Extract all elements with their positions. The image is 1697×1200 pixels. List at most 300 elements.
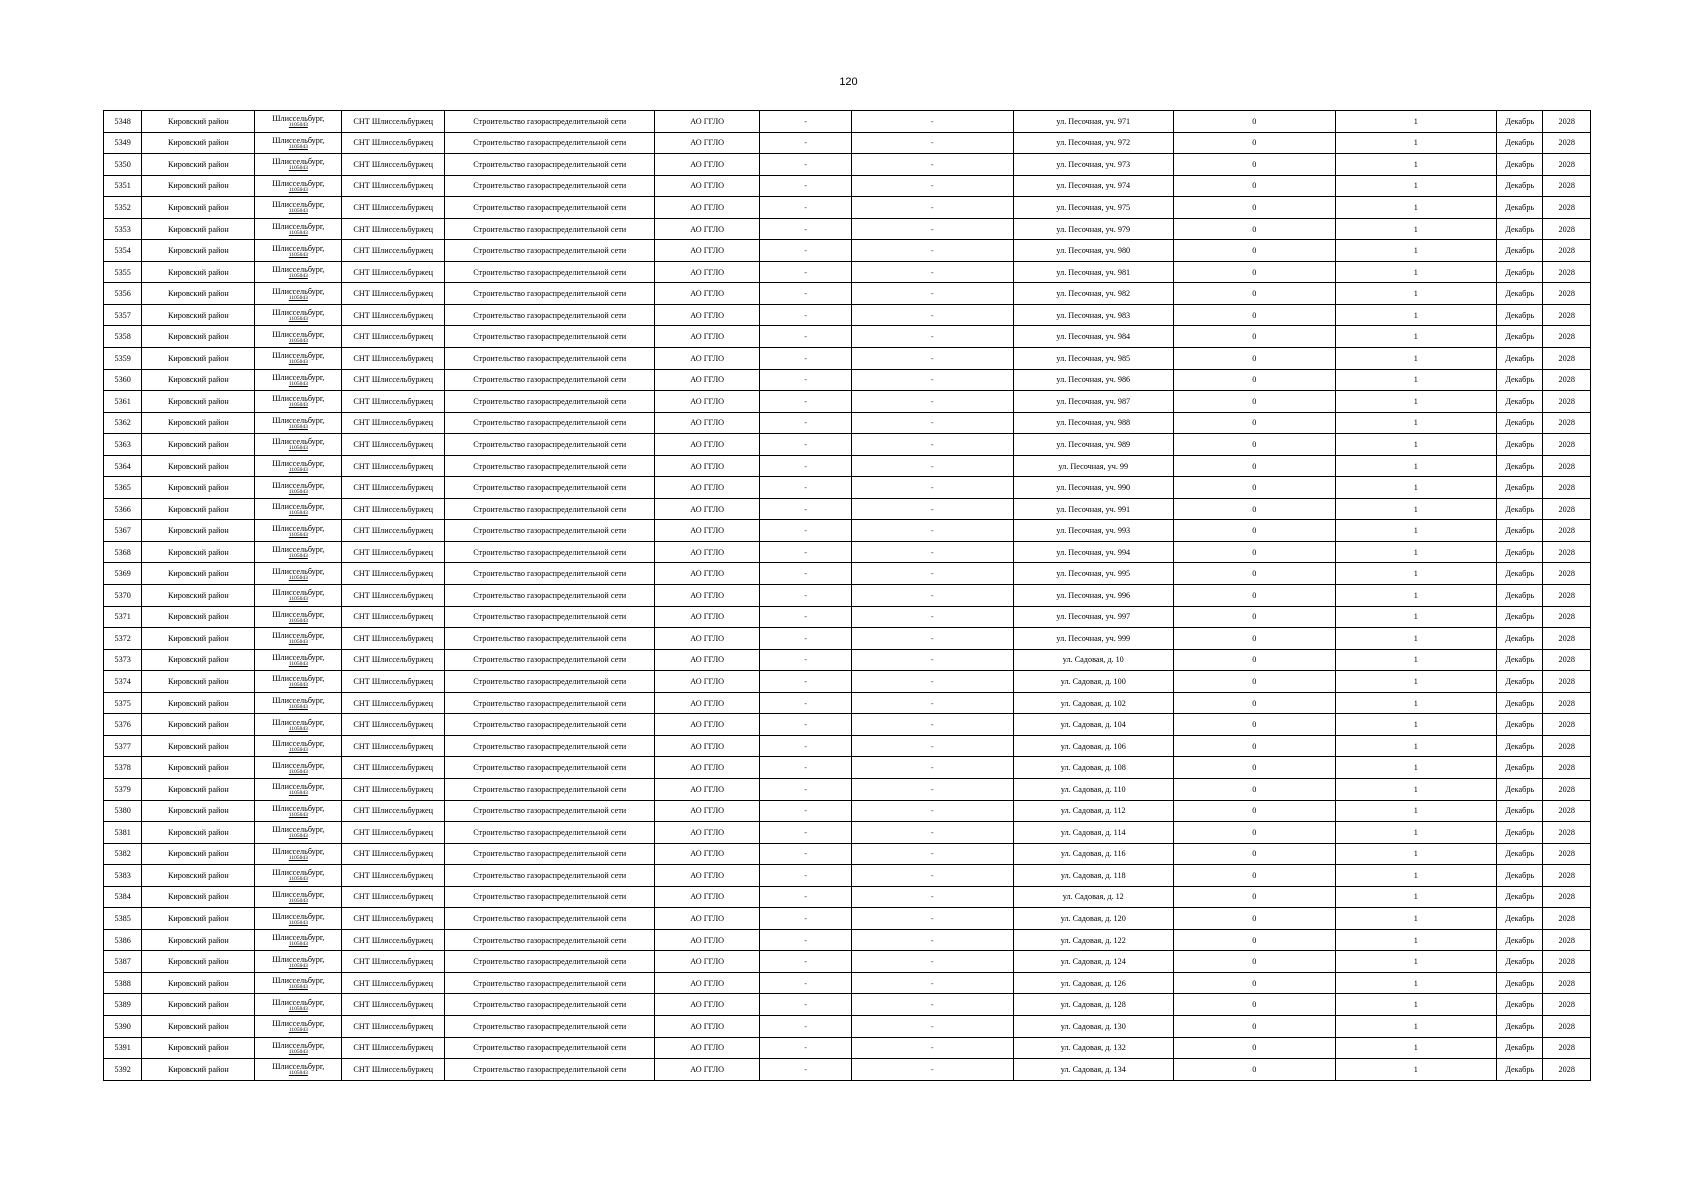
row-number: 5389 — [104, 994, 142, 1016]
object-cell: СНТ Шлиссельбуржец — [342, 498, 445, 520]
organization-cell: АО ГГЛО — [655, 714, 760, 736]
settlement-name: Шлиссельбург, — [272, 911, 325, 921]
table-row — [104, 692, 1591, 714]
empty-cell-2: - — [852, 326, 1014, 348]
value-b-cell: 1 — [1335, 972, 1497, 994]
year-cell: 2028 — [1543, 865, 1591, 887]
year-cell: 2028 — [1543, 283, 1591, 305]
settlement-code: 1105043 — [288, 294, 308, 301]
year-cell: 2028 — [1543, 994, 1591, 1016]
year-cell: 2028 — [1543, 369, 1591, 391]
work-cell: Строительство газораспределительной сети — [445, 994, 655, 1016]
table-row — [104, 671, 1591, 693]
organization-cell: АО ГГЛО — [655, 800, 760, 822]
object-cell: СНТ Шлиссельбуржец — [342, 563, 445, 585]
work-cell: Строительство газораспределительной сети — [445, 283, 655, 305]
month-cell: Декабрь — [1497, 520, 1543, 542]
address-cell: ул. Песочная, уч. 99 — [1013, 455, 1174, 477]
year-cell: 2028 — [1543, 606, 1591, 628]
year-cell: 2028 — [1543, 800, 1591, 822]
table-row — [104, 111, 1591, 133]
district-cell: Кировский район — [142, 154, 255, 176]
empty-cell-1: - — [760, 951, 852, 973]
settlement-name: Шлиссельбург, — [272, 782, 325, 792]
row-number: 5355 — [104, 261, 142, 283]
organization-cell: АО ГГЛО — [655, 735, 760, 757]
settlement-cell — [255, 1015, 342, 1037]
row-number: 5371 — [104, 606, 142, 628]
settlement-name: Шлиссельбург, — [272, 609, 325, 619]
month-cell: Декабрь — [1497, 929, 1543, 951]
table-row — [104, 218, 1591, 240]
address-cell: ул. Садовая, д. 116 — [1013, 843, 1174, 865]
settlement-cell — [255, 908, 342, 930]
empty-cell-2: - — [852, 520, 1014, 542]
organization-cell: АО ГГЛО — [655, 434, 760, 456]
value-b-cell: 1 — [1335, 541, 1497, 563]
year-cell: 2028 — [1543, 218, 1591, 240]
value-a-cell: 0 — [1174, 477, 1336, 499]
value-b-cell: 1 — [1335, 692, 1497, 714]
empty-cell-2: - — [852, 822, 1014, 844]
organization-cell: АО ГГЛО — [655, 154, 760, 176]
value-a-cell: 0 — [1174, 563, 1336, 585]
month-cell: Декабрь — [1497, 154, 1543, 176]
table-row — [104, 1059, 1591, 1081]
value-b-cell: 1 — [1335, 412, 1497, 434]
empty-cell-2: - — [852, 972, 1014, 994]
month-cell: Декабрь — [1497, 994, 1543, 1016]
organization-cell: АО ГГЛО — [655, 692, 760, 714]
table-row — [104, 326, 1591, 348]
empty-cell-1: - — [760, 154, 852, 176]
value-b-cell: 1 — [1335, 929, 1497, 951]
year-cell: 2028 — [1543, 455, 1591, 477]
value-b-cell: 1 — [1335, 865, 1497, 887]
organization-cell: АО ГГЛО — [655, 498, 760, 520]
empty-cell-1: - — [760, 628, 852, 650]
year-cell: 2028 — [1543, 778, 1591, 800]
table-row — [104, 1015, 1591, 1037]
value-a-cell: 0 — [1174, 908, 1336, 930]
table-row — [104, 757, 1591, 779]
year-cell: 2028 — [1543, 261, 1591, 283]
empty-cell-1: - — [760, 541, 852, 563]
settlement-code: 1105043 — [288, 359, 308, 366]
table-row — [104, 994, 1591, 1016]
empty-cell-1: - — [760, 111, 852, 133]
month-cell: Декабрь — [1497, 218, 1543, 240]
district-cell: Кировский район — [142, 434, 255, 456]
settlement-cell — [255, 348, 342, 370]
district-cell: Кировский район — [142, 714, 255, 736]
settlement-name: Шлиссельбург, — [272, 114, 325, 124]
row-number: 5367 — [104, 520, 142, 542]
settlement-cell — [255, 1059, 342, 1081]
value-a-cell: 0 — [1174, 326, 1336, 348]
settlement-code: 1105043 — [288, 962, 308, 969]
organization-cell: АО ГГЛО — [655, 520, 760, 542]
value-b-cell: 1 — [1335, 908, 1497, 930]
settlement-cell — [255, 412, 342, 434]
value-a-cell: 0 — [1174, 304, 1336, 326]
settlement-code: 1105043 — [288, 833, 308, 840]
table-row — [104, 951, 1591, 973]
value-a-cell: 0 — [1174, 391, 1336, 413]
organization-cell: АО ГГЛО — [655, 391, 760, 413]
organization-cell: АО ГГЛО — [655, 563, 760, 585]
month-cell: Декабрь — [1497, 649, 1543, 671]
settlement-code: 1105043 — [288, 747, 308, 754]
row-number: 5348 — [104, 111, 142, 133]
year-cell: 2028 — [1543, 692, 1591, 714]
address-cell: ул. Песочная, уч. 985 — [1013, 348, 1174, 370]
settlement-name: Шлиссельбург, — [272, 652, 325, 662]
value-a-cell: 0 — [1174, 800, 1336, 822]
organization-cell: АО ГГЛО — [655, 843, 760, 865]
year-cell: 2028 — [1543, 1059, 1591, 1081]
month-cell: Декабрь — [1497, 132, 1543, 154]
value-b-cell: 1 — [1335, 951, 1497, 973]
settlement-code: 1105043 — [288, 208, 308, 215]
value-a-cell: 0 — [1174, 369, 1336, 391]
address-cell: ул. Песочная, уч. 982 — [1013, 283, 1174, 305]
row-number: 5350 — [104, 154, 142, 176]
value-b-cell: 1 — [1335, 391, 1497, 413]
object-cell: СНТ Шлиссельбуржец — [342, 218, 445, 240]
empty-cell-2: - — [852, 455, 1014, 477]
year-cell: 2028 — [1543, 972, 1591, 994]
organization-cell: АО ГГЛО — [655, 908, 760, 930]
empty-cell-2: - — [852, 843, 1014, 865]
empty-cell-1: - — [760, 585, 852, 607]
district-cell: Кировский район — [142, 865, 255, 887]
settlement-name: Шлиссельбург, — [272, 351, 325, 361]
value-a-cell: 0 — [1174, 886, 1336, 908]
value-a-cell: 0 — [1174, 1015, 1336, 1037]
address-cell: ул. Песочная, уч. 993 — [1013, 520, 1174, 542]
row-number: 5388 — [104, 972, 142, 994]
work-cell: Строительство газораспределительной сети — [445, 1059, 655, 1081]
row-number: 5366 — [104, 498, 142, 520]
district-cell: Кировский район — [142, 649, 255, 671]
value-b-cell: 1 — [1335, 563, 1497, 585]
table-row — [104, 886, 1591, 908]
settlement-cell — [255, 455, 342, 477]
empty-cell-1: - — [760, 1015, 852, 1037]
value-a-cell: 0 — [1174, 197, 1336, 219]
object-cell: СНТ Шлиссельбуржец — [342, 800, 445, 822]
organization-cell: АО ГГЛО — [655, 240, 760, 262]
settlement-code: 1105043 — [288, 941, 308, 948]
object-cell: СНТ Шлиссельбуржец — [342, 261, 445, 283]
month-cell: Декабрь — [1497, 369, 1543, 391]
district-cell: Кировский район — [142, 111, 255, 133]
year-cell: 2028 — [1543, 929, 1591, 951]
table-row — [104, 477, 1591, 499]
empty-cell-2: - — [852, 606, 1014, 628]
object-cell: СНТ Шлиссельбуржец — [342, 929, 445, 951]
settlement-code: 1105043 — [288, 768, 308, 775]
row-number: 5381 — [104, 822, 142, 844]
object-cell: СНТ Шлиссельбуржец — [342, 822, 445, 844]
table-row — [104, 455, 1591, 477]
value-a-cell: 0 — [1174, 649, 1336, 671]
settlement-code: 1105043 — [288, 380, 308, 387]
year-cell: 2028 — [1543, 908, 1591, 930]
empty-cell-2: - — [852, 994, 1014, 1016]
address-cell: ул. Садовая, д. 100 — [1013, 671, 1174, 693]
settlement-name: Шлиссельбург, — [272, 372, 325, 382]
empty-cell-1: - — [760, 412, 852, 434]
empty-cell-2: - — [852, 477, 1014, 499]
work-cell: Строительство газораспределительной сети — [445, 800, 655, 822]
value-a-cell: 0 — [1174, 455, 1336, 477]
empty-cell-1: - — [760, 1037, 852, 1059]
organization-cell: АО ГГЛО — [655, 994, 760, 1016]
month-cell: Декабрь — [1497, 628, 1543, 650]
settlement-cell — [255, 822, 342, 844]
settlement-cell — [255, 1037, 342, 1059]
address-cell: ул. Садовая, д. 126 — [1013, 972, 1174, 994]
object-cell: СНТ Шлиссельбуржец — [342, 132, 445, 154]
row-number: 5359 — [104, 348, 142, 370]
value-b-cell: 1 — [1335, 822, 1497, 844]
settlement-code: 1105043 — [288, 230, 308, 236]
address-cell: ул. Песочная, уч. 999 — [1013, 628, 1174, 650]
table-row — [104, 714, 1591, 736]
district-cell: Кировский район — [142, 498, 255, 520]
year-cell: 2028 — [1543, 757, 1591, 779]
object-cell: СНТ Шлиссельбуржец — [342, 1037, 445, 1059]
empty-cell-1: - — [760, 563, 852, 585]
district-cell: Кировский район — [142, 1037, 255, 1059]
empty-cell-1: - — [760, 434, 852, 456]
address-cell: ул. Песочная, уч. 994 — [1013, 541, 1174, 563]
work-cell: Строительство газораспределительной сети — [445, 628, 655, 650]
work-cell: Строительство газораспределительной сети — [445, 218, 655, 240]
value-b-cell: 1 — [1335, 498, 1497, 520]
organization-cell: АО ГГЛО — [655, 585, 760, 607]
settlement-cell — [255, 326, 342, 348]
settlement-cell — [255, 175, 342, 197]
row-number: 5373 — [104, 649, 142, 671]
empty-cell-1: - — [760, 132, 852, 154]
empty-cell-1: - — [760, 972, 852, 994]
value-a-cell: 0 — [1174, 972, 1336, 994]
settlement-name: Шлиссельбург, — [272, 976, 325, 986]
year-cell: 2028 — [1543, 714, 1591, 736]
empty-cell-2: - — [852, 1059, 1014, 1081]
empty-cell-1: - — [760, 800, 852, 822]
value-b-cell: 1 — [1335, 304, 1497, 326]
address-cell: ул. Песочная, уч. 996 — [1013, 585, 1174, 607]
organization-cell: АО ГГЛО — [655, 649, 760, 671]
value-b-cell: 1 — [1335, 477, 1497, 499]
district-cell: Кировский район — [142, 757, 255, 779]
settlement-cell — [255, 692, 342, 714]
month-cell: Декабрь — [1497, 735, 1543, 757]
settlement-code: 1105043 — [288, 617, 308, 624]
work-cell: Строительство газораспределительной сети — [445, 412, 655, 434]
object-cell: СНТ Шлиссельбуржец — [342, 240, 445, 262]
work-cell: Строительство газораспределительной сети — [445, 261, 655, 283]
object-cell: СНТ Шлиссельбуржец — [342, 111, 445, 133]
value-b-cell: 1 — [1335, 154, 1497, 176]
year-cell: 2028 — [1543, 649, 1591, 671]
year-cell: 2028 — [1543, 1015, 1591, 1037]
settlement-code: 1105043 — [288, 682, 308, 689]
value-b-cell: 1 — [1335, 455, 1497, 477]
table-row — [104, 304, 1591, 326]
empty-cell-1: - — [760, 886, 852, 908]
row-number: 5375 — [104, 692, 142, 714]
empty-cell-1: - — [760, 175, 852, 197]
district-cell: Кировский район — [142, 326, 255, 348]
row-number: 5365 — [104, 477, 142, 499]
work-cell: Строительство газораспределительной сети — [445, 369, 655, 391]
empty-cell-2: - — [852, 175, 1014, 197]
empty-cell-2: - — [852, 369, 1014, 391]
value-a-cell: 0 — [1174, 541, 1336, 563]
district-cell: Кировский район — [142, 477, 255, 499]
object-cell: СНТ Шлиссельбуржец — [342, 520, 445, 542]
empty-cell-2: - — [852, 498, 1014, 520]
work-cell: Строительство газораспределительной сети — [445, 304, 655, 326]
address-cell: ул. Садовая, д. 106 — [1013, 735, 1174, 757]
address-cell: ул. Садовая, д. 132 — [1013, 1037, 1174, 1059]
work-cell: Строительство газораспределительной сети — [445, 1037, 655, 1059]
settlement-code: 1105043 — [288, 553, 308, 560]
object-cell: СНТ Шлиссельбуржец — [342, 606, 445, 628]
object-cell: СНТ Шлиссельбуржец — [342, 843, 445, 865]
settlement-name: Шлиссельбург, — [272, 997, 325, 1007]
value-a-cell: 0 — [1174, 692, 1336, 714]
value-a-cell: 0 — [1174, 585, 1336, 607]
organization-cell: АО ГГЛО — [655, 369, 760, 391]
settlement-name: Шлиссельбург, — [272, 696, 325, 706]
organization-cell: АО ГГЛО — [655, 1059, 760, 1081]
value-a-cell: 0 — [1174, 261, 1336, 283]
settlement-cell — [255, 929, 342, 951]
month-cell: Декабрь — [1497, 1015, 1543, 1037]
organization-cell: АО ГГЛО — [655, 455, 760, 477]
organization-cell: АО ГГЛО — [655, 778, 760, 800]
year-cell: 2028 — [1543, 585, 1591, 607]
empty-cell-2: - — [852, 1037, 1014, 1059]
empty-cell-2: - — [852, 218, 1014, 240]
organization-cell: АО ГГЛО — [655, 865, 760, 887]
settlement-cell — [255, 606, 342, 628]
settlement-name: Шлиссельбург, — [272, 415, 325, 425]
table-row — [104, 197, 1591, 219]
empty-cell-2: - — [852, 886, 1014, 908]
work-cell: Строительство газораспределительной сети — [445, 326, 655, 348]
empty-cell-2: - — [852, 261, 1014, 283]
row-number: 5362 — [104, 412, 142, 434]
empty-cell-2: - — [852, 929, 1014, 951]
settlement-name: Шлиссельбург, — [272, 222, 325, 231]
month-cell: Декабрь — [1497, 111, 1543, 133]
month-cell: Декабрь — [1497, 304, 1543, 326]
settlement-name: Шлиссельбург, — [272, 1062, 325, 1072]
work-cell: Строительство газораспределительной сети — [445, 434, 655, 456]
settlement-cell — [255, 111, 342, 133]
empty-cell-2: - — [852, 671, 1014, 693]
value-a-cell: 0 — [1174, 283, 1336, 305]
year-cell: 2028 — [1543, 304, 1591, 326]
empty-cell-2: - — [852, 800, 1014, 822]
month-cell: Декабрь — [1497, 886, 1543, 908]
row-number: 5377 — [104, 735, 142, 757]
empty-cell-1: - — [760, 498, 852, 520]
table-row — [104, 240, 1591, 262]
object-cell: СНТ Шлиссельбуржец — [342, 714, 445, 736]
settlement-cell — [255, 671, 342, 693]
settlement-code: 1105043 — [288, 854, 308, 861]
empty-cell-2: - — [852, 304, 1014, 326]
work-cell: Строительство газораспределительной сети — [445, 391, 655, 413]
month-cell: Декабрь — [1497, 1037, 1543, 1059]
value-a-cell: 0 — [1174, 757, 1336, 779]
row-number: 5387 — [104, 951, 142, 973]
object-cell: СНТ Шлиссельбуржец — [342, 692, 445, 714]
organization-cell: АО ГГЛО — [655, 132, 760, 154]
district-cell: Кировский район — [142, 369, 255, 391]
settlement-cell — [255, 714, 342, 736]
month-cell: Декабрь — [1497, 1059, 1543, 1081]
address-cell: ул. Садовая, д. 120 — [1013, 908, 1174, 930]
settlement-code: 1105043 — [288, 1005, 308, 1012]
work-cell: Строительство газораспределительной сети — [445, 455, 655, 477]
settlement-code: 1105043 — [288, 531, 308, 538]
work-cell: Строительство газораспределительной сети — [445, 175, 655, 197]
settlement-cell — [255, 391, 342, 413]
organization-cell: АО ГГЛО — [655, 1037, 760, 1059]
settlement-code: 1105043 — [288, 316, 308, 323]
settlement-code: 1105043 — [288, 467, 308, 474]
table-row — [104, 929, 1591, 951]
page-number: 120 — [839, 76, 858, 88]
empty-cell-2: - — [852, 865, 1014, 887]
object-cell: СНТ Шлиссельбуржец — [342, 455, 445, 477]
object-cell: СНТ Шлиссельбуржец — [342, 585, 445, 607]
table-row — [104, 434, 1591, 456]
settlement-code: 1105043 — [288, 1027, 308, 1034]
district-cell: Кировский район — [142, 822, 255, 844]
object-cell: СНТ Шлиссельбуржец — [342, 908, 445, 930]
row-number: 5383 — [104, 865, 142, 887]
object-cell: СНТ Шлиссельбуржец — [342, 391, 445, 413]
month-cell: Декабрь — [1497, 778, 1543, 800]
empty-cell-1: - — [760, 822, 852, 844]
settlement-cell — [255, 240, 342, 262]
value-a-cell: 0 — [1174, 154, 1336, 176]
object-cell: СНТ Шлиссельбуржец — [342, 778, 445, 800]
settlement-code: 1105043 — [288, 876, 308, 883]
year-cell: 2028 — [1543, 434, 1591, 456]
object-cell: СНТ Шлиссельбуржец — [342, 434, 445, 456]
district-cell: Кировский район — [142, 908, 255, 930]
row-number: 5392 — [104, 1059, 142, 1081]
value-b-cell: 1 — [1335, 240, 1497, 262]
settlement-code: 1105043 — [288, 510, 308, 517]
organization-cell: АО ГГЛО — [655, 822, 760, 844]
work-cell: Строительство газораспределительной сети — [445, 692, 655, 714]
object-cell: СНТ Шлиссельбуржец — [342, 972, 445, 994]
object-cell: СНТ Шлиссельбуржец — [342, 757, 445, 779]
settlement-cell — [255, 218, 342, 240]
